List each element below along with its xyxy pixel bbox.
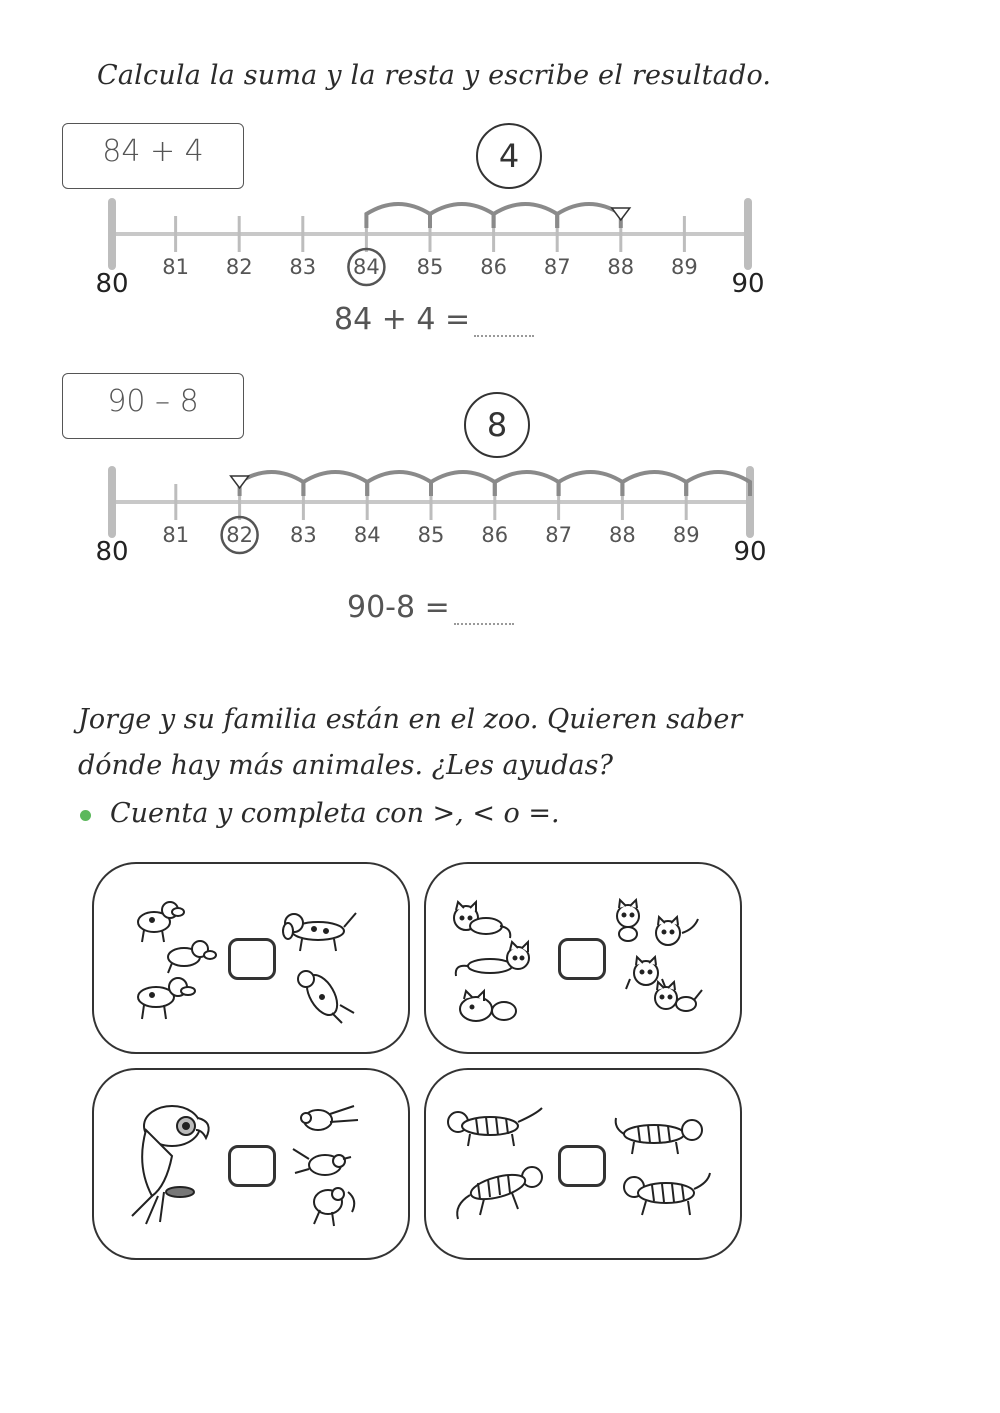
jump-arc xyxy=(303,472,367,496)
comparison-card-cats xyxy=(424,862,742,1054)
arrow-marker-icon xyxy=(231,476,249,488)
number-line-tick-label: 87 xyxy=(543,255,571,279)
answer-blank-2[interactable] xyxy=(454,619,514,625)
exercise2-line1: Jorge y su familia están en el zoo. Quieren saber xyxy=(78,704,743,735)
jump-arc xyxy=(495,472,559,496)
expression-box-1 xyxy=(62,123,244,189)
number-line-2 xyxy=(0,455,800,575)
comparison-card-dogs xyxy=(92,862,410,1054)
exercise2-line2: dónde hay más animales. ¿Les ayudas? xyxy=(78,750,613,781)
jump-arc xyxy=(686,472,750,496)
number-line-end-label: 90 xyxy=(733,537,767,567)
exercise1-instruction: Calcula la suma y la resta y escribe el resultado. xyxy=(97,60,772,91)
number-line-1 xyxy=(0,190,800,305)
jump-arc xyxy=(430,204,494,228)
bullet-dot xyxy=(80,810,91,821)
jump-count-1: 4 xyxy=(498,137,520,175)
number-line-start-label: 80 xyxy=(95,269,129,299)
comparison-answer-box-dogs[interactable] xyxy=(228,938,276,980)
expression-text-1: 84 + 4 xyxy=(102,134,204,169)
number-line-tick-label: 81 xyxy=(162,255,189,279)
comparison-card-parrots xyxy=(92,1068,410,1260)
equation-2 xyxy=(347,590,514,625)
equation-text-2: 90-8 = xyxy=(347,590,450,625)
number-line-start-label: 80 xyxy=(95,537,129,567)
jump-count-circle-2 xyxy=(464,392,530,458)
number-line-tick-label: 88 xyxy=(609,523,636,547)
number-line-tick-label: 85 xyxy=(416,255,444,279)
number-line-tick-label: 84 xyxy=(353,523,381,547)
number-line-tick-label: 85 xyxy=(417,523,445,547)
jump-arc xyxy=(431,472,495,496)
expression-text-2: 90 – 8 xyxy=(107,384,199,419)
arrow-marker-icon xyxy=(612,208,630,220)
comparison-answer-box-tigers[interactable] xyxy=(558,1145,606,1187)
answer-blank-1[interactable] xyxy=(474,331,534,337)
comparison-card-tigers xyxy=(424,1068,742,1260)
number-line-tick-label: 89 xyxy=(671,255,698,279)
jump-count-circle-1 xyxy=(476,123,542,189)
jump-arc xyxy=(367,472,431,496)
jump-arc xyxy=(559,472,623,496)
jump-count-2: 8 xyxy=(486,406,508,444)
number-line-tick-label: 87 xyxy=(545,523,572,547)
comparison-answer-box-cats[interactable] xyxy=(558,938,606,980)
number-line-tick-label: 86 xyxy=(481,523,509,547)
exercise2-bullet-text: Cuenta y completa con >, < o =. xyxy=(110,798,560,829)
number-line-tick-label: 84 xyxy=(353,255,380,279)
jump-arc xyxy=(494,204,558,228)
number-line-tick-label: 82 xyxy=(225,255,253,279)
number-line-end-label: 90 xyxy=(731,269,765,299)
expression-box-2 xyxy=(62,373,244,439)
number-line-tick-label: 89 xyxy=(672,523,700,547)
number-line-tick-label: 82 xyxy=(226,523,253,547)
number-line-tick-label: 86 xyxy=(480,255,507,279)
number-line-tick-label: 83 xyxy=(289,255,317,279)
equation-text-1: 84 + 4 = xyxy=(334,302,471,337)
jump-arc xyxy=(366,204,430,228)
number-line-tick-label: 81 xyxy=(162,523,190,547)
number-line-tick-label: 83 xyxy=(290,523,317,547)
equation-1 xyxy=(334,302,534,337)
number-line-tick-label: 88 xyxy=(607,255,635,279)
jump-arc xyxy=(622,472,686,496)
comparison-answer-box-parrots[interactable] xyxy=(228,1145,276,1187)
